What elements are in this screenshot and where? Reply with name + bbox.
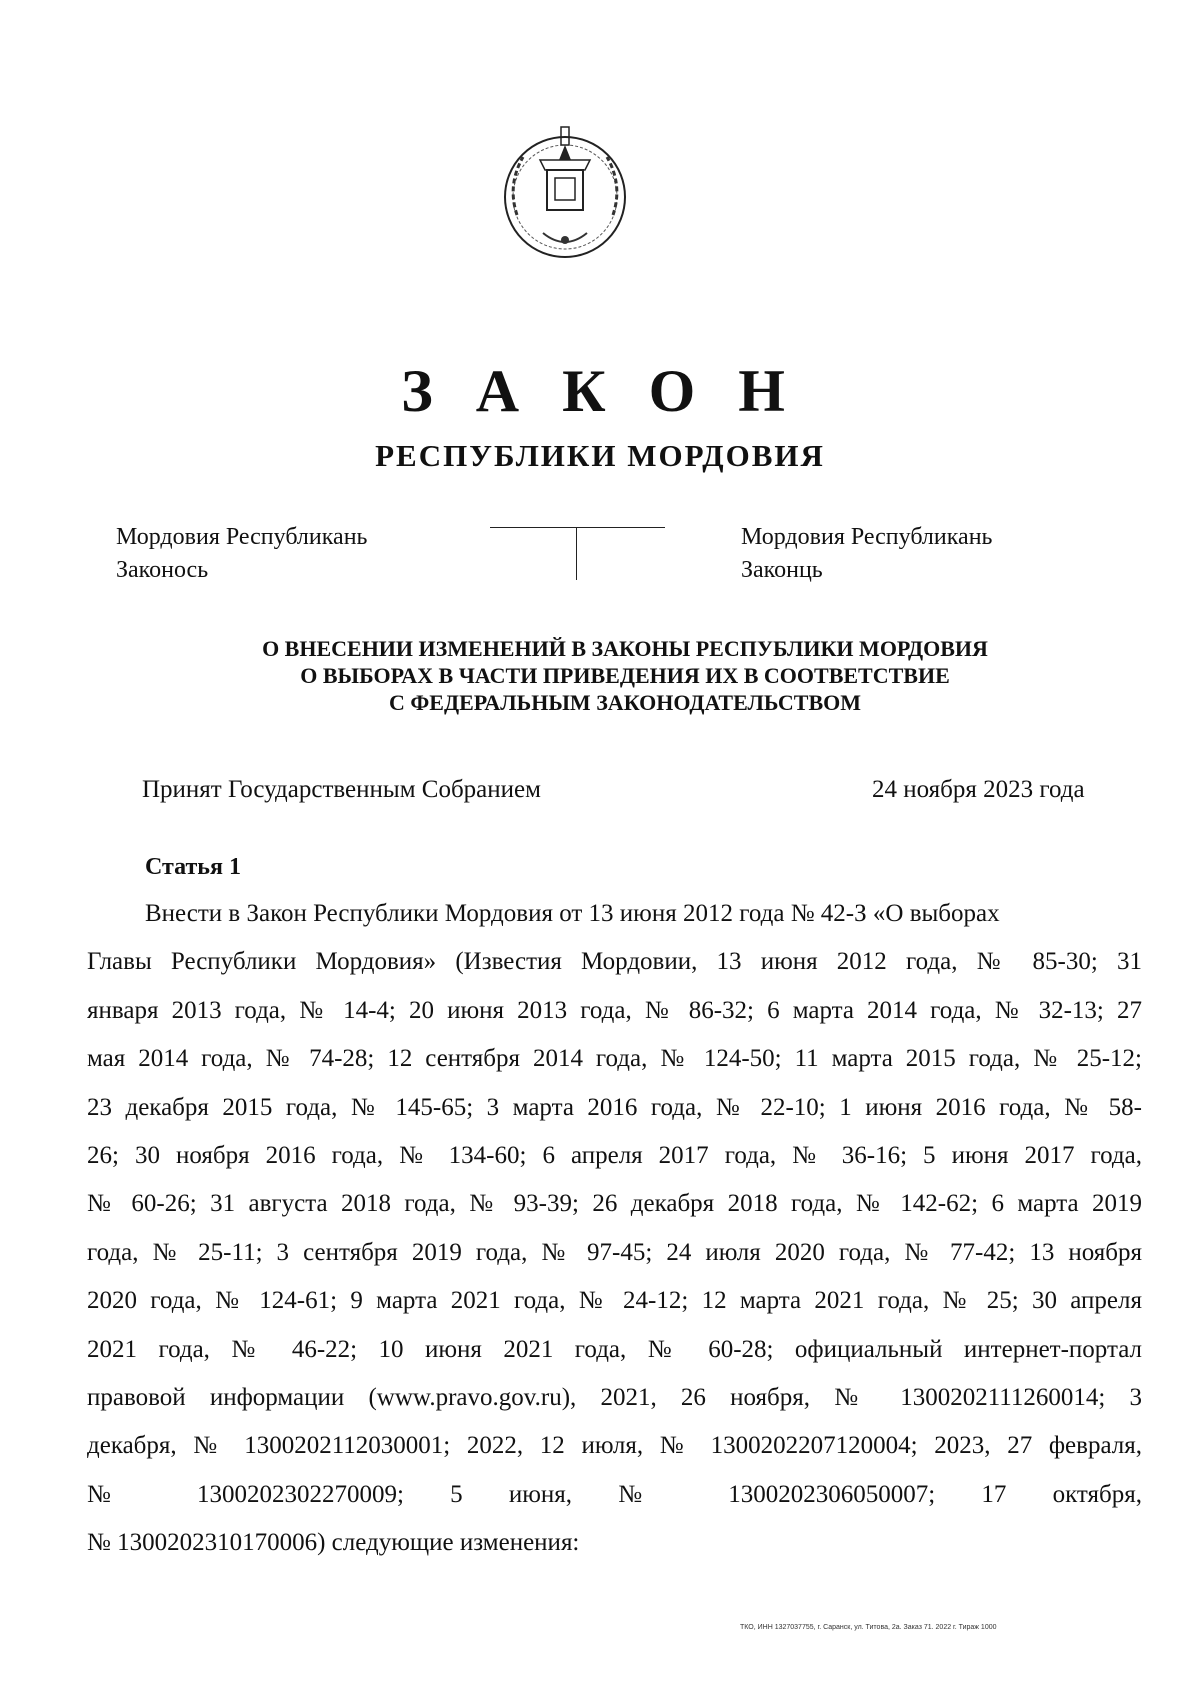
header-divider-horizontal	[490, 527, 665, 528]
erzya-title-block	[741, 521, 992, 587]
erzya-title-line2: Законць	[741, 557, 823, 583]
article-line: 23 декабря 2015 года, № 145-65; 3 марта 2016 года, № 22-10; 1 июня 2016 года, № 58-	[87, 1093, 1142, 1121]
moksha-title-block	[116, 521, 367, 587]
law-title-line3: С ФЕДЕРАЛЬНЫМ ЗАКОНОДАТЕЛЬСТВОМ	[389, 690, 861, 715]
moksha-title-line1: Мордовия Республикань	[116, 524, 368, 550]
article-line: Внести в Закон Республики Мордовия от 13 июня 2012 года № 42-З «О выборах	[145, 900, 1000, 927]
article-line: № 1300202310170006) следующие изменения:	[87, 1529, 580, 1557]
law-title-line2: О ВЫБОРАХ В ЧАСТИ ПРИВЕДЕНИЯ ИХ В СООТВЕТСТВИЕ	[300, 663, 950, 688]
coat-of-arms-emblem	[495, 115, 635, 275]
article-line: правовой информации (www.pravo.gov.ru), 2021, 26 ноября, № 1300202111260014; 3	[87, 1383, 1142, 1411]
article-line: года, № 25-11; 3 сентября 2019 года, № 97-45; 24 июля 2020 года, № 77-42; 13 ноября	[87, 1238, 1142, 1266]
article-line: 2020 года, № 124-61; 9 марта 2021 года, № 24-12; 12 марта 2021 года, № 25; 30 апреля	[87, 1287, 1142, 1315]
erzya-title-line1: Мордовия Республикань	[741, 524, 993, 550]
printer-imprint: ТКО, ИНН 1327037755, г. Саранск, ул. Титова, 2а. Заказ 71. 2022 г. Тираж 1000	[740, 1624, 997, 1631]
article-line: № 1300202302270009; 5 июня, № 1300202306050007; 17 октября,	[87, 1480, 1142, 1508]
article-line: января 2013 года, № 14-4; 20 июня 2013 года, № 86-32; 6 марта 2014 года, № 32-13; 27	[87, 996, 1142, 1024]
article-body	[87, 890, 1142, 1567]
adopted-by: Принят Государственным Собранием	[142, 776, 541, 803]
law-title	[0, 635, 1200, 716]
article-line: мая 2014 года, № 74-28; 12 сентября 2014 года, № 124-50; 11 марта 2015 года, № 25-12;	[87, 1045, 1142, 1073]
article-line: 2021 года, № 46-22; 10 июня 2021 года, № 60-28; официальный интернет-портал	[87, 1335, 1142, 1363]
article-line: Главы Республики Мордовия» (Известия Мордовии, 13 июня 2012 года, № 85-30; 31	[87, 948, 1142, 976]
article-heading: Статья 1	[145, 854, 241, 880]
adoption-date: 24 ноября 2023 года	[872, 776, 1085, 803]
article-line: 26; 30 ноября 2016 года, № 134-60; 6 апреля 2017 года, № 36-16; 5 июня 2017 года,	[87, 1141, 1142, 1169]
law-title-line1: О ВНЕСЕНИИ ИЗМЕНЕНИЙ В ЗАКОНЫ РЕСПУБЛИКИ МОРДОВИЯ	[262, 636, 988, 661]
header-divider-vertical	[576, 527, 577, 580]
document-title: З А К О Н	[401, 358, 799, 424]
article-line: № 60-26; 31 августа 2018 года, № 93-39; 26 декабря 2018 года, № 142-62; 6 марта 2019	[87, 1190, 1142, 1218]
moksha-title-line2: Законось	[116, 557, 209, 583]
document-subtitle: РЕСПУБЛИКИ МОРДОВИЯ	[375, 438, 825, 473]
article-line: декабря, № 1300202112030001; 2022, 12 июля, № 1300202207120004; 2023, 27 февраля,	[87, 1432, 1142, 1460]
